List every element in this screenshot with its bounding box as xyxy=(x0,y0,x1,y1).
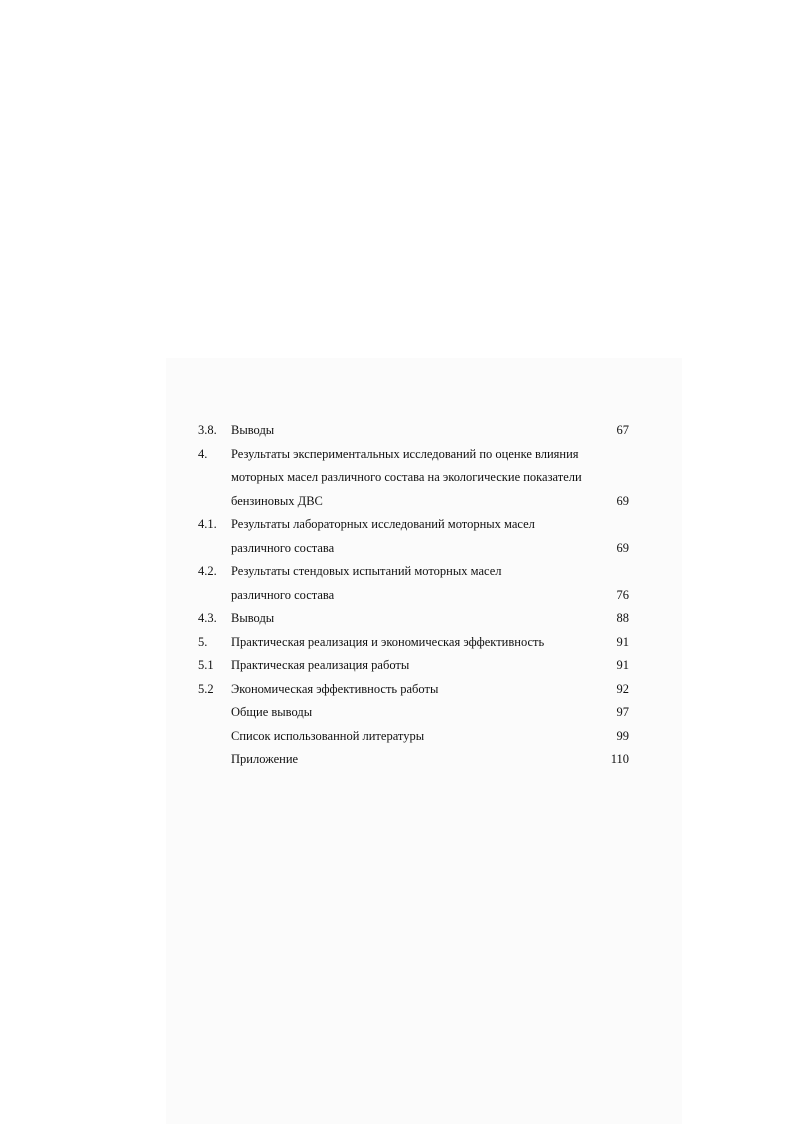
toc-entry-4-2-continued xyxy=(198,584,634,608)
toc-entry-title-continued: различного состава xyxy=(231,587,335,602)
toc-entry-page: 91 xyxy=(616,658,629,672)
toc-entry-title: Результаты экспериментальных исследований по оценке влияния xyxy=(231,446,579,461)
table-of-contents xyxy=(198,419,634,772)
toc-entry-5-2 xyxy=(198,678,634,702)
toc-entry-title: Приложение xyxy=(231,752,299,766)
toc-entry-4-2 xyxy=(198,560,634,584)
toc-entry-number: 4. xyxy=(198,446,208,461)
toc-entry-page: 92 xyxy=(616,681,629,696)
toc-entry-5-1 xyxy=(198,654,634,678)
toc-entry-title: Выводы xyxy=(231,611,275,625)
toc-entry-number: 5.1 xyxy=(198,658,214,672)
toc-entry-4-continued xyxy=(198,466,634,490)
toc-entry-number: 4.2. xyxy=(198,564,217,578)
toc-entry-number: 5.2 xyxy=(198,681,214,696)
toc-entry-conclusions xyxy=(198,701,634,725)
toc-entry-page: 76 xyxy=(616,587,629,602)
toc-entry-number: 3.8. xyxy=(198,423,217,437)
toc-entry-title: Общие выводы xyxy=(231,705,313,719)
toc-entry-title-continued: моторных масел различного состава на экологические показатели xyxy=(231,470,582,484)
toc-entry-page: 67 xyxy=(616,423,629,437)
toc-entry-title: Выводы xyxy=(231,423,275,437)
toc-entry-page: 110 xyxy=(610,752,629,766)
toc-entry-title: Результаты лабораторных исследований моторных масел xyxy=(231,517,535,531)
toc-entry-5 xyxy=(198,631,634,655)
toc-entry-4-3 xyxy=(198,607,634,631)
toc-entry-number: 5. xyxy=(198,634,208,649)
toc-entry-number: 4.3. xyxy=(198,611,217,625)
toc-entry-4-1 xyxy=(198,513,634,537)
toc-entry-4 xyxy=(198,443,634,467)
toc-entry-title: Экономическая эффективность работы xyxy=(231,681,439,696)
toc-entry-title: Практическая реализация работы xyxy=(231,658,410,672)
toc-entry-title-continued: различного состава xyxy=(231,540,335,555)
toc-entry-number: 4.1. xyxy=(198,517,217,531)
toc-entry-4-1-continued xyxy=(198,537,634,561)
toc-entry-3-8 xyxy=(198,419,634,443)
toc-entry-page: 69 xyxy=(616,493,629,508)
toc-entry-references xyxy=(198,725,634,749)
toc-entry-title: Список использованной литературы xyxy=(231,728,425,743)
toc-entry-page: 69 xyxy=(616,540,629,555)
toc-entry-title: Результаты стендовых испытаний моторных масел xyxy=(231,564,502,578)
toc-entry-title-continued: бензиновых ДВС xyxy=(231,493,323,508)
toc-entry-title: Практическая реализация и экономическая эффективность xyxy=(231,634,545,649)
toc-entry-4-continued xyxy=(198,490,634,514)
toc-entry-page: 99 xyxy=(616,728,629,743)
toc-entry-page: 88 xyxy=(616,611,629,625)
toc-entry-page: 97 xyxy=(616,705,629,719)
toc-entry-page: 91 xyxy=(616,634,629,649)
toc-entry-appendix xyxy=(198,748,634,772)
